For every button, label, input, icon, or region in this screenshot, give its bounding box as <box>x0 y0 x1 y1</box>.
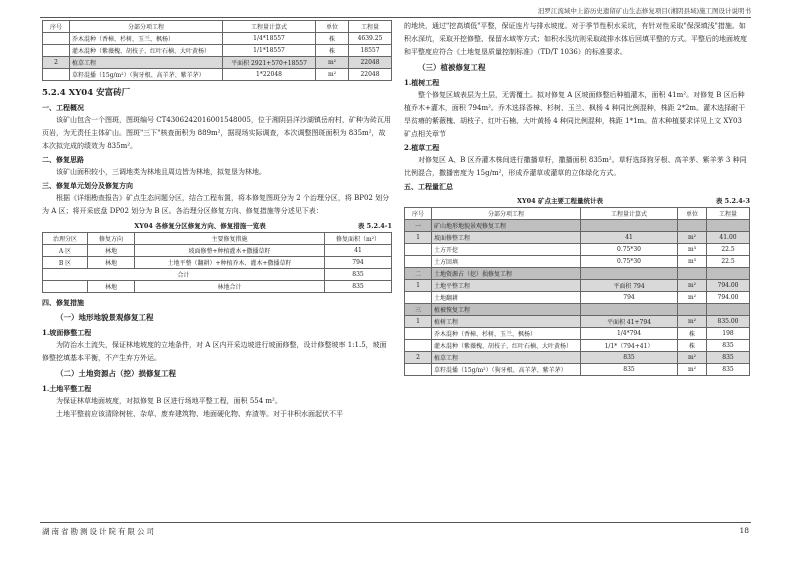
th-unit: 单位 <box>678 208 707 220</box>
formula-cell: 平面积 2921+570+18557 <box>223 57 316 69</box>
direction-cell: 林地 <box>88 257 135 269</box>
formula-cell: 835 <box>581 364 678 376</box>
row-number-cell <box>405 364 432 376</box>
formula-cell: 1*22048 <box>223 69 316 81</box>
quantity-cell: 835 <box>707 340 750 352</box>
quantity-cell: 794.00 <box>707 280 750 292</box>
quantity-cell: 22.5 <box>707 256 750 268</box>
th-qty: 工程量 <box>349 21 392 33</box>
heading-overview: 一、工程概况 <box>42 103 84 112</box>
unit-cell: m³ <box>678 244 707 256</box>
zone-table-header <box>43 233 392 245</box>
row-number-cell <box>43 45 70 57</box>
left-column <box>42 20 392 421</box>
table1-caption-row <box>42 221 392 230</box>
table-row <box>405 220 750 232</box>
row-number-cell <box>43 33 70 45</box>
th-zone: 治理分区 <box>43 233 88 245</box>
item-cell: 坡面修整工程 <box>432 232 581 244</box>
forest-total-area: 835 <box>325 281 392 293</box>
row-number-cell <box>405 340 432 352</box>
table-row <box>405 256 750 268</box>
table-row <box>43 245 392 257</box>
area-cell: 41 <box>325 245 392 257</box>
formula-cell <box>581 304 678 316</box>
quantity-cell <box>707 304 750 316</box>
right-column <box>404 20 750 376</box>
table-row <box>405 268 750 280</box>
formula-cell: 794 <box>581 292 678 304</box>
heading-leveling: 1.土地平整工程 <box>42 384 92 393</box>
item-cell: 土地翻耕 <box>432 292 581 304</box>
formula-cell: 0.75*30 <box>581 244 678 256</box>
heading-planting: 1.植树工程 <box>404 78 440 87</box>
item-cell: 草籽混播（15g/m²）（狗牙根、高羊茅、紫羊茅） <box>70 69 223 81</box>
table-row <box>405 244 750 256</box>
unit-cell: m² <box>678 232 707 244</box>
item-cell: 草籽混播（15g/m²）（狗牙根、高羊茅、紫羊茅） <box>432 364 581 376</box>
forest-direction: 林地 <box>88 281 135 293</box>
continued-paragraph: 的地块，通过"挖高填低"平整，保证连片与排水坡度。对于季节性积水采坑，有针对性采取"保深填浅"措施。如积水深坑，采取开挖修整、保留水域等方式；如积水浅坑则采取疏排水体后回填平整的方式。平整后的地面坡度和平整度应符合《土地复垦质量控制标准》（TD/T 1036）的标准要求。 <box>404 22 747 56</box>
th-formula: 工程量计算式 <box>581 208 678 220</box>
heading-vegetation: （三）植被修复工程 <box>418 63 486 72</box>
th-no: 序号 <box>405 208 432 220</box>
th-no: 序号 <box>43 21 70 33</box>
th-formula: 工程量计算式 <box>223 21 316 33</box>
item-cell: 土地资源占（挖）损修复工程 <box>432 268 581 280</box>
planting-paragraph: 整个修复区域表层为土层，无需覆土。拟对修复 A 区坡面修整后种植灌木，面积 41m²。对修复 B 区后种植乔木+灌木，面积 794m²。乔木选择香樟、杉树、玉兰、枫杨 4 种同比例混种，株距 2*2m。灌木选择耐干旱贫瘠的紫薇槐、胡枝子、红叶石楠、大叶黄杨 4 种同比例混种，株距 1*1m。苗木种植要求详见上文 XY03 矿点相关章节 <box>404 91 746 138</box>
formula-cell: 1/4*794 <box>581 328 678 340</box>
unit-cell <box>678 304 707 316</box>
item-cell: 植树工程 <box>432 316 581 328</box>
table3-caption-row <box>404 196 750 205</box>
zone-table <box>42 232 392 293</box>
unit-cell: 株 <box>678 340 707 352</box>
item-cell: 植草工程 <box>70 57 223 69</box>
item-cell: 灌木混种（紫薇槐、胡枝子、红叶石楠、大叶黄杨） <box>432 340 581 352</box>
quantity-cell: 835 <box>707 364 750 376</box>
th-measure: 主要修复措施 <box>135 233 325 245</box>
formula-cell: 835 <box>581 352 678 364</box>
top-table-header <box>43 21 392 33</box>
table-row <box>43 57 392 69</box>
table-row <box>43 257 392 269</box>
quantity-cell: 18557 <box>349 45 392 57</box>
unit-cell: m² <box>678 316 707 328</box>
item-cell: 植被恢复工程 <box>432 304 581 316</box>
footer-rule <box>40 522 751 523</box>
unit-cell: m³ <box>678 256 707 268</box>
unit-cell: 株 <box>316 45 349 57</box>
area-cell: 794 <box>325 257 392 269</box>
page-header: 汨罗江流域中上游历史遗留矿山生态修复项目(湘阴县域)施工图设计说明书 <box>537 7 751 15</box>
item-cell: 土地平整工程 <box>432 280 581 292</box>
table-row-forest-total <box>43 281 392 293</box>
th-area: 修复面积（m²） <box>325 233 392 245</box>
formula-cell: 1/4*18557 <box>223 33 316 45</box>
row-number-cell <box>405 244 432 256</box>
heading-approach: 二、修复思路 <box>42 155 84 164</box>
measure-cell: 土地平整（翻耕）+种植乔木、灌木+撒播草籽 <box>135 257 325 269</box>
table-row <box>43 69 392 81</box>
table-row <box>405 280 750 292</box>
unit-cell: m² <box>678 352 707 364</box>
table-row <box>405 304 750 316</box>
unit-cell: 株 <box>678 328 707 340</box>
row-number-cell <box>43 69 70 81</box>
zone-cell: B 区 <box>43 257 88 269</box>
grass-paragraph: 对修复区 A、B 区乔灌木株间进行撒播草籽，撒播面积 835m²。草籽选择狗牙根、高羊茅、紫羊茅 3 种同比例混合，撒播密度为 15g/m²，形成乔灌草或灌草的立体绿化方式。 <box>404 156 747 177</box>
quantity-cell: 22048 <box>349 69 392 81</box>
header-rule <box>40 17 751 18</box>
table-row <box>405 364 750 376</box>
unit-cell <box>678 220 707 232</box>
item-cell: 土方回填 <box>432 256 581 268</box>
row-number-cell <box>405 256 432 268</box>
row-number-cell <box>405 292 432 304</box>
formula-cell: 平面积 794 <box>581 280 678 292</box>
total-area: 835 <box>325 269 392 281</box>
table3-number: 表 5.2.4-3 <box>715 197 750 205</box>
top-table <box>42 20 392 81</box>
quantity-cell: 198 <box>707 328 750 340</box>
unit-cell: 株 <box>316 33 349 45</box>
quantity-table-body <box>405 220 750 376</box>
heading-summary: 五、工程量汇总 <box>404 182 453 191</box>
quantity-cell <box>707 220 750 232</box>
unit-cell: m² <box>316 69 349 81</box>
empty-cell <box>43 281 88 293</box>
zone-cell: A 区 <box>43 245 88 257</box>
formula-cell <box>581 220 678 232</box>
formula-cell: 1/1*（794+41） <box>581 340 678 352</box>
table-row <box>405 316 750 328</box>
unit-cell: m² <box>678 292 707 304</box>
unit-cell: m² <box>678 280 707 292</box>
quantity-cell: 22.5 <box>707 244 750 256</box>
row-number-cell: 三 <box>405 304 432 316</box>
th-direction: 修复方向 <box>88 233 135 245</box>
item-cell: 乔木混种（香樟、杉树、玉兰、枫杨） <box>70 33 223 45</box>
page-number: 18 <box>739 526 749 535</box>
item-cell: 矿山地形地貌景观修复工程 <box>432 220 581 232</box>
slope-paragraph: 为防治水土流失，保证林地坡度的立地条件，对 A 区内开采边坡进行坡面修整，设计修整坡率 1:1.5，坡面修整挖填基本平衡，不产生弃方外运。 <box>42 341 387 362</box>
leveling-paragraph-1: 为保证林草地面坡度，对拟修复 B 区进行场地平整工程，面积 554 m²。 <box>56 397 282 405</box>
heading-landform: （一）地形地貌景观修复工程 <box>56 313 154 322</box>
table-row <box>405 232 750 244</box>
item-cell: 灌木混种（紫薇槐、胡枝子、红叶石楠、大叶黄杨） <box>70 45 223 57</box>
item-cell: 乔木混种（香樟、杉树、玉兰、枫杨） <box>432 328 581 340</box>
quantity-cell: 41.00 <box>707 232 750 244</box>
heading-measures: 四、修复措施 <box>42 298 84 307</box>
quantity-cell: 794.00 <box>707 292 750 304</box>
table-row-total <box>43 269 392 281</box>
formula-cell: 平面积 41+794 <box>581 316 678 328</box>
table-row <box>405 352 750 364</box>
direction-cell: 林地 <box>88 245 135 257</box>
row-number-cell: 二 <box>405 268 432 280</box>
formula-cell: 0.75*30 <box>581 256 678 268</box>
heading-grass: 2.植草工程 <box>404 143 440 152</box>
overview-paragraph: 该矿山包含一个图斑，图斑编号 CT4306242016001548005，位于湘阴县洋沙湖镇岳府村，矿种为砖瓦用页岩，为无责任主体矿山。图斑"三下"核查面积为 889m²，据现场实际调查，本次调整图斑面积为 835m²，故本次拟完成的绩效为 835m²。 <box>42 116 391 150</box>
units-paragraph: 根据《详细勘查报告》矿点生态问题分区，结合工程布置，将本修复图斑分为 2 个治理分区，将 BP02 划分为 A 区；将开采底盘 DP02 划分为 B 区。各治理分区修复方向、修复措施等分述见下表： <box>42 194 390 215</box>
quantity-table-header <box>405 208 750 220</box>
row-number-cell: 1 <box>405 316 432 328</box>
row-number-cell: 2 <box>43 57 70 69</box>
total-label: 合计 <box>43 269 325 281</box>
quantity-cell: 835 <box>707 352 750 364</box>
table-row <box>405 340 750 352</box>
item-cell: 植草工程 <box>432 352 581 364</box>
quantity-cell: 22048 <box>349 57 392 69</box>
quantity-cell: 835.00 <box>707 316 750 328</box>
table-row <box>43 45 392 57</box>
item-cell: 土方开挖 <box>432 244 581 256</box>
measure-cell: 坡面修整+种植灌木+撒播草籽 <box>135 245 325 257</box>
row-number-cell: 2 <box>405 352 432 364</box>
formula-cell: 1/1*18557 <box>223 45 316 57</box>
table1-caption: XY04 各修复分区修复方向、修复措施一览表 <box>134 222 266 230</box>
th-item: 分部分项工程 <box>70 21 223 33</box>
unit-cell: m² <box>316 57 349 69</box>
section-title: 5.2.4 XY04 安富砖厂 <box>42 88 131 98</box>
leveling-paragraph-2: 土地平整前应该清除树桩、杂草、废弃建筑物、地面硬化物、弃渣等。对于非积水面起伏不平 <box>56 410 343 418</box>
heading-units: 三、修复单元划分及修复方向 <box>42 181 133 190</box>
unit-cell <box>678 268 707 280</box>
table-row <box>43 33 392 45</box>
table1-number: 表 5.2.4-1 <box>357 222 392 230</box>
th-qty: 工程量 <box>707 208 750 220</box>
heading-slope: 1.坡面修整工程 <box>42 328 92 337</box>
footer-org: 湖南省勘测设计院有限公司 <box>42 527 156 536</box>
unit-cell: m² <box>678 364 707 376</box>
quantity-table <box>404 207 750 376</box>
row-number-cell: 1 <box>405 280 432 292</box>
table3-caption: XY04 矿点主要工程量统计表 <box>516 197 603 205</box>
table-row <box>405 328 750 340</box>
th-unit: 单位 <box>316 21 349 33</box>
quantity-cell: 4639.25 <box>349 33 392 45</box>
top-table-body <box>43 33 392 81</box>
forest-total-label: 林地合计 <box>135 281 325 293</box>
th-item: 分部分项工程 <box>432 208 581 220</box>
approach-paragraph: 该矿山面积较小，三调地类为林地且周边皆为林地，拟复垦为林地。 <box>56 168 266 176</box>
table-row <box>405 292 750 304</box>
row-number-cell: 1 <box>405 232 432 244</box>
formula-cell <box>581 268 678 280</box>
row-number-cell <box>405 328 432 340</box>
formula-cell: 41 <box>581 232 678 244</box>
heading-land-resource: （二）土地资源占（挖）损修复工程 <box>56 369 176 378</box>
quantity-cell <box>707 268 750 280</box>
row-number-cell: 一 <box>405 220 432 232</box>
